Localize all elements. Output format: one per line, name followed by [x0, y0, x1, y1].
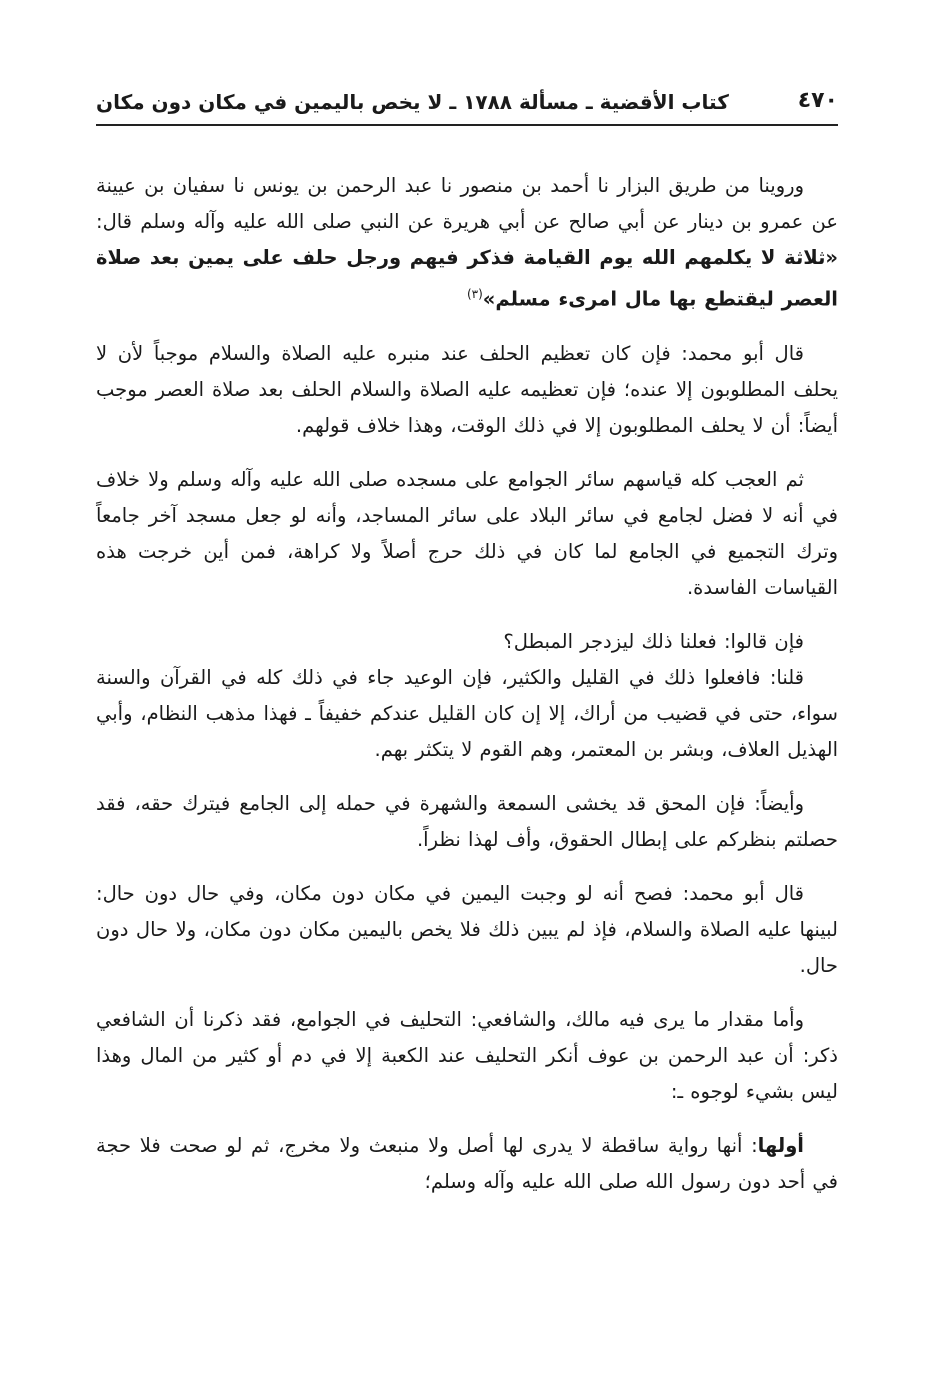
- footnote-marker: (٣): [466, 287, 483, 301]
- paragraph-objection: فإن قالوا: فعلنا ذلك ليزدجر المبطل؟: [503, 629, 804, 653]
- paragraph-abu-muhammad-2: قال أبو محمد: فصح أنه لو وجبت اليمين في مكان دون مكان، وفي حال دون حال: لبينها عليه الصلاة والسلام، فإذ لم يبين ذلك فلا يخص باليمين مكان دون مكان، ولا حال دون حال.: [96, 881, 838, 977]
- paragraph-abu-muhammad-1: قال أبو محمد: فإن كان تعظيم الحلف عند منبره عليه الصلاة والسلام موجباً لأن لا يحلف المطلوبون إلا عنده؛ فإن تعظيمه عليه الصلاة والسلام الحلف بعد صلاة العصر موجب أيضاً: أن لا يحلف المطلوبون إلا في ذلك الوقت، وهذا خلاف قولهم.: [96, 341, 838, 437]
- paragraph-reply: قلنا: فافعلوا ذلك في القليل والكثير، فإن الوعيد جاء في ذلك كله في القرآن والسنة سواء، حتى في قضيب من أراك، إلا إن كان القليل عندكم خفيفاً ـ فهذا مذهب النظام، وأبي الهذيل العلاف، وبشر بن المعتمر، وهم القوم لا يتكثر بهم.: [96, 665, 838, 761]
- paragraph-malik-shafii: وأما مقدار ما يرى فيه مالك، والشافعي: التحليف في الجوامع، فقد ذكرنا أن الشافعي ذكر: أن عبد الرحمن بن عوف أنكر التحليف عند الكعبة إلا في دم أو كثير من المال وهذا ليس بشيء لوجوه ـ:: [96, 1007, 838, 1103]
- page-header: [96, 84, 838, 126]
- paragraph-analogy: ثم العجب كله قياسهم سائر الجوامع على مسجده صلى الله عليه وآله وسلم ولا خلاف في أنه لا فضل لجامع في سائر البلاد على سائر المساجد، وأنه لو جعل مسجد آخر جامعاً وترك التجميع في الجامع لما كان في ذلك حرج أصلاً ولا كراهة، فمن أين خرجت هذه القياسات الفاسدة.: [96, 467, 838, 599]
- first-reason-text: : أنها رواية ساقطة لا يدرى لها أصل ولا منبعث ولا مخرج، ثم لو صحت فلا حجة في أحد دون رسول الله صلى الله عليه وآله وسلم؛: [96, 1133, 838, 1193]
- narration-text: وروينا من طريق البزار نا أحمد بن منصور نا عبد الرحمن بن يونس نا سفيان بن عيينة عن عمرو بن دينار عن أبي صالح عن أبي هريرة عن النبي صلى الله عليه وآله وسلم قال:: [96, 174, 838, 233]
- paragraph-also: وأيضاً: فإن المحق قد يخشى السمعة والشهرة في حمله إلى الجامع فيترك حقه، فقد حصلتم بنظركم على إبطال الحقوق، وأف لهذا نظراً.: [96, 791, 838, 851]
- first-reason-label: أولها: [757, 1133, 804, 1157]
- paragraph-first-reason: [96, 1128, 838, 1200]
- hadith-quote: «ثلاثة لا يكلمهم الله يوم القيامة فذكر فيهم ورجل حلف على يمين بعد صلاة العصر ليقتطع بها مال امرىء مسلم»: [96, 246, 838, 311]
- paragraph-hadith-narration: [96, 168, 838, 318]
- page-number: ٤٧٠: [797, 88, 838, 113]
- running-title: كتاب الأقضية ـ مسألة ١٧٨٨ ـ لا يخص باليمين في مكان دون مكان: [96, 90, 729, 114]
- page-body: [96, 168, 838, 1218]
